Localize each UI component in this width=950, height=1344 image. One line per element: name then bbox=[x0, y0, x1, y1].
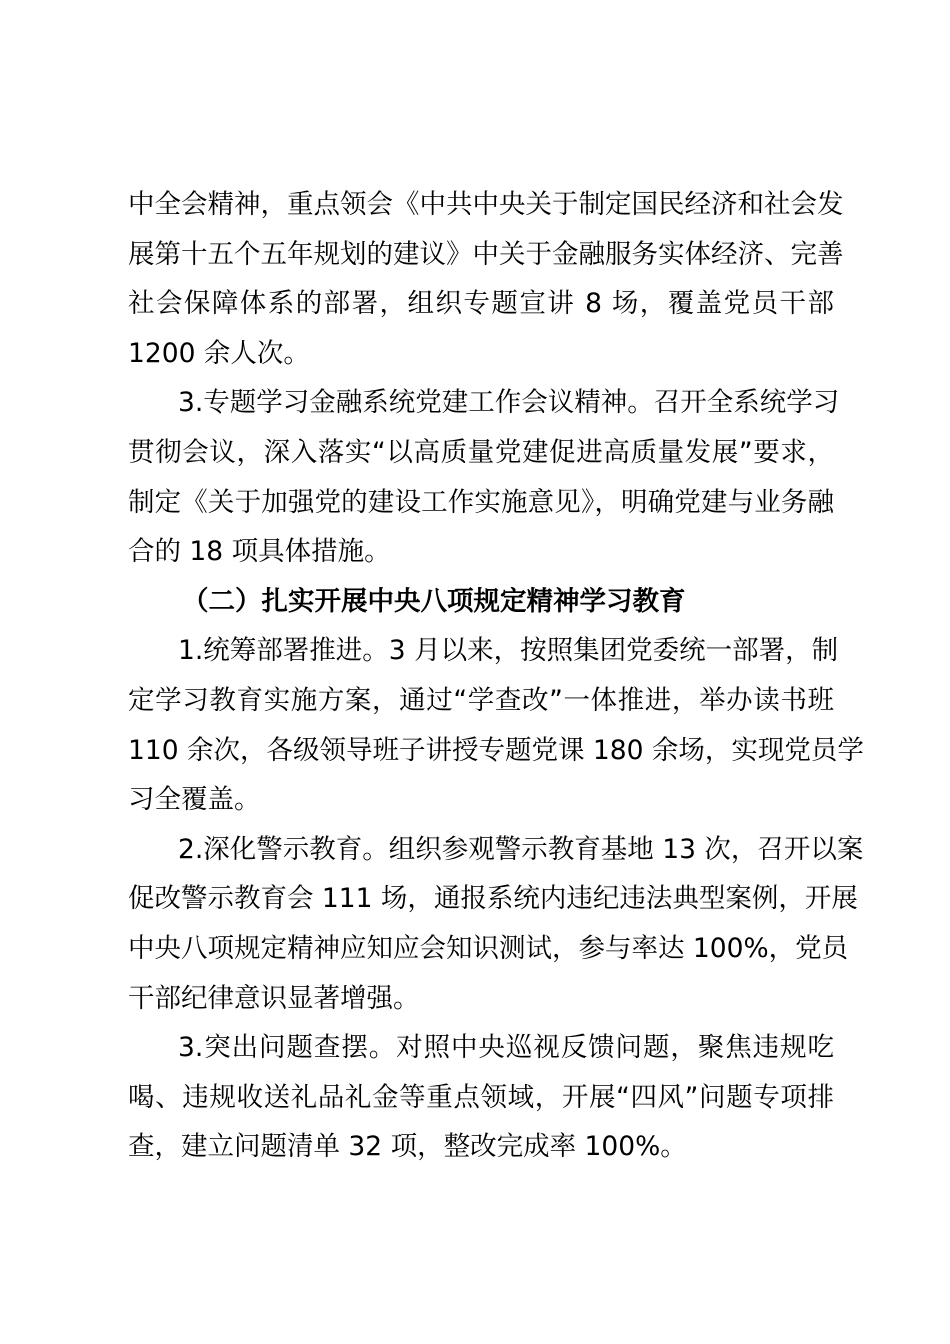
text-line: 中全会精神，重点领会《中共中央关于制定国民经济和社会发 bbox=[128, 189, 844, 220]
paragraph-continuation bbox=[128, 180, 844, 378]
text-line: 3.专题学习金融系统党建工作会议精神。召开全系统学习 bbox=[178, 387, 840, 419]
text-line: 查，建立问题清单 32 项，整改完成率 100%。 bbox=[128, 1131, 687, 1163]
text-line: 促改警示教育会 111 场，通报系统内违纪违法典型案例，开展 bbox=[128, 883, 858, 915]
paragraph-item-2-warning-education bbox=[128, 825, 864, 1023]
paragraph-item-1-deployment bbox=[128, 626, 864, 824]
text-line: 1.统筹部署推进。3 月以来，按照集团党委统一部署，制 bbox=[178, 635, 839, 667]
text-line: 1200 余人次。 bbox=[128, 337, 310, 369]
heading-text: （二）扎实开展中央八项规定精神学习教育 bbox=[182, 585, 686, 617]
text-line: 展第十五个五年规划的建议》中关于金融服务实体经济、完善 bbox=[128, 238, 844, 270]
text-line: 110 余次，各级领导班子讲授专题党课 180 余场，实现党员学 bbox=[128, 734, 864, 766]
text-line: 贯彻会议，深入落实“以高质量党建促进高质量发展”要求， bbox=[128, 436, 834, 468]
text-line: 干部纪律意识显著增强。 bbox=[128, 982, 420, 1014]
text-line: 喝、违规收送礼品礼金等重点领域，开展“四风”问题专项排 bbox=[128, 1081, 834, 1113]
text-line: 定学习教育实施方案，通过“学查改”一体推进，举办读书班 bbox=[128, 684, 834, 716]
text-line: 习全覆盖。 bbox=[128, 784, 261, 816]
text-line: 合的 18 项具体措施。 bbox=[128, 536, 391, 568]
paragraph-item-3-party-building bbox=[128, 378, 840, 576]
section-heading bbox=[128, 577, 834, 627]
paragraph-item-3-issue-review bbox=[128, 1023, 834, 1172]
document-page bbox=[128, 180, 864, 1172]
text-line: 社会保障体系的部署，组织专题宣讲 8 场，覆盖党员干部 bbox=[128, 288, 834, 320]
text-line: 3.突出问题查摆。对照中央巡视反馈问题，聚焦违规吃 bbox=[178, 1032, 834, 1064]
text-line: 中央八项规定精神应知应会知识测试，参与率达 100%，党员 bbox=[128, 932, 849, 964]
text-line: 2.深化警示教育。组织参观警示教育基地 13 次，召开以案 bbox=[178, 833, 864, 865]
text-line: 制定《关于加强党的建设工作实施意见》，明确党建与业务融 bbox=[128, 486, 834, 518]
